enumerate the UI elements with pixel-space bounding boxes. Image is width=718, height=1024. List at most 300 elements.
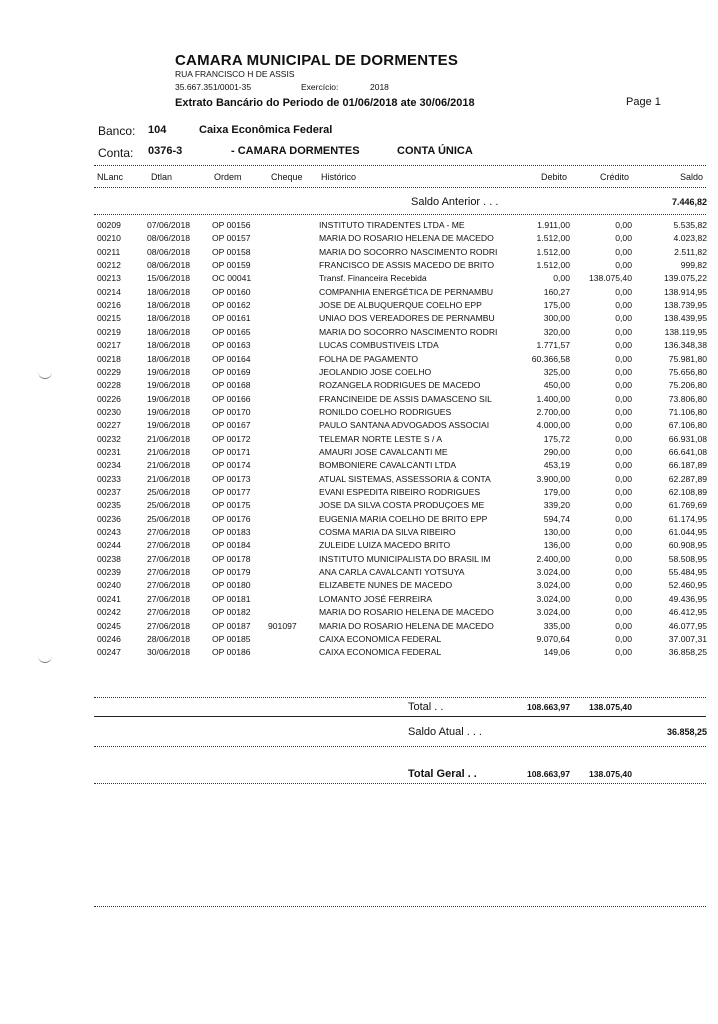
row-nlanc: 00235: [97, 500, 121, 511]
table-row: [0, 593, 718, 605]
table-row: [0, 606, 718, 618]
row-saldo: 71.106,80: [668, 406, 707, 417]
row-nlanc: 00245: [97, 620, 121, 631]
row-credito: 0,00: [615, 620, 632, 631]
row-ordem: OP 00156: [212, 220, 251, 230]
row-ordem: OP 00162: [212, 300, 251, 311]
row-historico: COMPANHIA ENERGÉTICA DE PERNAMBU: [319, 286, 494, 297]
row-saldo: 52.460,95: [668, 580, 707, 591]
row-saldo: 46.077,95: [668, 620, 707, 631]
row-saldo: 67.106,80: [668, 420, 707, 431]
col-saldo: Saldo: [680, 172, 704, 182]
row-nlanc: 00227: [97, 420, 121, 431]
row-ordem: OP 00177: [212, 487, 251, 497]
row-ordem: OP 00175: [212, 500, 251, 511]
exercicio-label: Exercício:: [301, 82, 339, 92]
row-debito: 175,00: [543, 300, 570, 311]
row-credito: 0,00: [615, 487, 632, 497]
row-historico: LUCAS COMBUSTIVEIS LTDA: [319, 340, 439, 351]
table-row: [0, 459, 718, 471]
row-ordem: OP 00178: [212, 553, 251, 564]
row-ordem: OP 00172: [212, 433, 251, 444]
row-credito: 0,00: [615, 460, 632, 471]
row-debito: 130,00: [543, 527, 570, 538]
row-ordem: OP 00186: [212, 647, 251, 658]
table-row: [0, 286, 718, 298]
row-saldo: 61.769,69: [668, 500, 707, 511]
table-row: [0, 633, 718, 645]
row-credito: 0,00: [615, 593, 632, 604]
conta-type: CONTA ÚNICA: [397, 145, 473, 157]
row-dtlan: 08/06/2018: [147, 260, 191, 271]
table-row: [0, 232, 718, 244]
row-nlanc: 00216: [97, 300, 121, 311]
table-row: [0, 513, 718, 525]
conta-label: Conta:: [98, 146, 134, 160]
row-nlanc: 00238: [97, 553, 121, 564]
divider: [94, 165, 706, 166]
row-saldo: 66.187,89: [668, 460, 707, 471]
divider: [94, 906, 706, 907]
row-saldo: 75.981,80: [668, 353, 707, 364]
row-credito: 0,00: [615, 260, 632, 271]
row-historico: FRANCISCO DE ASSIS MACEDO DE BRITO: [319, 260, 495, 271]
row-credito: 0,00: [615, 353, 632, 364]
row-dtlan: 27/06/2018: [147, 527, 191, 538]
row-dtlan: 19/06/2018: [147, 406, 191, 417]
row-nlanc: 00218: [97, 353, 121, 364]
row-debito: 3.024,00: [536, 593, 570, 604]
row-saldo: 55.484,95: [668, 567, 707, 578]
row-saldo: 62.287,89: [668, 473, 707, 484]
table-row: [0, 379, 718, 391]
cnpj: 35.667.351/0001-35: [175, 82, 252, 92]
table-row: [0, 539, 718, 551]
row-saldo: 138.439,95: [663, 313, 707, 324]
total-geral-debito: 108.663,97: [526, 769, 570, 779]
row-ordem: OP 00187: [212, 620, 251, 631]
saldo-atual-label: Saldo Atual . . .: [408, 726, 482, 738]
row-dtlan: 19/06/2018: [147, 393, 191, 404]
row-nlanc: 00246: [97, 633, 121, 644]
row-nlanc: 00215: [97, 313, 121, 324]
row-credito: 0,00: [615, 313, 632, 324]
row-historico: ZULEIDE LUIZA MACEDO BRITO: [319, 540, 451, 551]
row-historico: UNIAO DOS VEREADORES DE PERNAMBU: [319, 313, 495, 324]
row-ordem: OP 00176: [212, 513, 251, 524]
row-debito: 3.900,00: [536, 473, 570, 484]
table-row: [0, 219, 718, 231]
table-row: [0, 272, 718, 284]
row-credito: 0,00: [615, 406, 632, 417]
row-dtlan: 18/06/2018: [147, 340, 191, 351]
row-nlanc: 00239: [97, 567, 121, 578]
row-debito: 290,00: [543, 446, 570, 457]
row-nlanc: 00219: [97, 326, 121, 337]
row-dtlan: 18/06/2018: [147, 313, 191, 324]
col-cheque: Cheque: [271, 172, 303, 182]
row-dtlan: 18/06/2018: [147, 353, 191, 364]
row-historico: MARIA DO ROSARIO HELENA DE MACEDO: [319, 233, 494, 244]
row-historico: INSTITUTO MUNICIPALISTA DO BRASIL IM: [319, 553, 491, 564]
row-historico: JOSE DA SILVA COSTA PRODUÇOES ME: [319, 500, 485, 511]
divider: [94, 214, 706, 215]
col-historico: Histórico: [321, 172, 357, 182]
conta-number: 0376-3: [148, 145, 183, 157]
row-credito: 0,00: [615, 553, 632, 564]
row-nlanc: 00229: [97, 366, 121, 377]
row-saldo: 36.858,25: [668, 647, 707, 658]
row-credito: 0,00: [615, 366, 632, 377]
row-saldo: 66.641,08: [668, 446, 707, 457]
row-credito: 0,00: [615, 527, 632, 538]
table-row: [0, 526, 718, 538]
divider: [94, 697, 706, 698]
row-dtlan: 18/06/2018: [147, 326, 191, 337]
row-saldo: 62.108,89: [668, 487, 707, 497]
row-credito: 0,00: [615, 300, 632, 311]
table-row: [0, 259, 718, 271]
row-debito: 450,00: [543, 380, 570, 391]
row-ordem: OP 00158: [212, 246, 251, 257]
row-saldo: 58.508,95: [668, 553, 707, 564]
page-number: Page 1: [626, 96, 661, 108]
row-saldo: 61.044,95: [668, 527, 707, 538]
row-nlanc: 00247: [97, 647, 121, 658]
row-ordem: OP 00183: [212, 527, 251, 538]
row-nlanc: 00233: [97, 473, 121, 484]
row-credito: 0,00: [615, 647, 632, 658]
row-credito: 0,00: [615, 286, 632, 297]
col-dtlan: Dtlan: [151, 172, 173, 182]
col-credito: Crédito: [600, 172, 630, 182]
row-ordem: OP 00165: [212, 326, 251, 337]
row-saldo: 37.007,31: [668, 633, 707, 644]
row-dtlan: 21/06/2018: [147, 460, 191, 471]
row-credito: 0,00: [615, 420, 632, 431]
row-dtlan: 07/06/2018: [147, 220, 191, 230]
total-geral-credito: 138.075,40: [588, 769, 632, 779]
table-row: [0, 473, 718, 485]
row-credito: 0,00: [615, 567, 632, 578]
row-dtlan: 21/06/2018: [147, 446, 191, 457]
row-credito: 0,00: [615, 380, 632, 391]
banco-label: Banco:: [98, 124, 136, 138]
row-nlanc: 00242: [97, 607, 121, 618]
row-dtlan: 27/06/2018: [147, 607, 191, 618]
row-dtlan: 15/06/2018: [147, 273, 191, 284]
row-credito: 0,00: [615, 246, 632, 257]
row-saldo: 4.023,82: [673, 233, 707, 244]
table-row: [0, 579, 718, 591]
row-credito: 0,00: [615, 500, 632, 511]
row-dtlan: 08/06/2018: [147, 246, 191, 257]
row-debito: 1.512,00: [536, 233, 570, 244]
row-historico: COSMA MARIA DA SILVA RIBEIRO: [319, 527, 456, 538]
row-debito: 136,00: [543, 540, 570, 551]
row-ordem: OP 00161: [212, 313, 251, 324]
row-historico: MARIA DO ROSARIO HELENA DE MACEDO: [319, 620, 494, 631]
table-row: [0, 566, 718, 578]
row-historico: FOLHA DE PAGAMENTO: [319, 353, 419, 364]
col-ordem: Ordem: [214, 172, 242, 182]
row-historico: ATUAL SISTEMAS, ASSESSORIA & CONTA: [319, 473, 491, 484]
row-debito: 3.024,00: [536, 567, 570, 578]
row-saldo: 138.739,95: [663, 300, 707, 311]
address: RUA FRANCISCO H DE ASSIS: [175, 69, 295, 79]
row-credito: 0,00: [615, 513, 632, 524]
row-cheque: 901097: [268, 620, 297, 631]
row-debito: 339,20: [543, 500, 570, 511]
row-credito: 0,00: [615, 326, 632, 337]
row-ordem: OP 00181: [212, 593, 251, 604]
row-credito: 0,00: [615, 580, 632, 591]
row-historico: AMAURI JOSE CAVALCANTI ME: [319, 446, 448, 457]
conta-name: - CAMARA DORMENTES: [231, 145, 360, 157]
row-ordem: OP 00168: [212, 380, 251, 391]
table-row: [0, 419, 718, 431]
row-ordem: OP 00182: [212, 607, 251, 618]
row-saldo: 46.412,95: [668, 607, 707, 618]
row-nlanc: 00244: [97, 540, 121, 551]
row-debito: 4.000,00: [536, 420, 570, 431]
row-debito: 1.512,00: [536, 246, 570, 257]
row-dtlan: 25/06/2018: [147, 487, 191, 497]
row-debito: 0,00: [553, 273, 570, 284]
table-row: [0, 312, 718, 324]
saldo-anterior-value: 7.446,82: [671, 197, 707, 207]
divider: [94, 746, 706, 747]
row-ordem: OP 00160: [212, 286, 251, 297]
row-dtlan: 21/06/2018: [147, 473, 191, 484]
row-saldo: 49.436,95: [668, 593, 707, 604]
row-debito: 1.911,00: [537, 220, 570, 230]
row-debito: 325,00: [543, 366, 570, 377]
row-saldo: 5.535,82: [673, 220, 707, 230]
row-saldo: 139.075,22: [663, 273, 707, 284]
row-dtlan: 27/06/2018: [147, 620, 191, 631]
table-row: [0, 486, 718, 498]
divider: [94, 783, 706, 784]
row-ordem: OP 00170: [212, 406, 251, 417]
row-historico: FRANCINEIDE DE ASSIS DAMASCENO SIL: [319, 393, 492, 404]
row-credito: 0,00: [615, 540, 632, 551]
table-row: [0, 646, 718, 658]
row-dtlan: 19/06/2018: [147, 366, 191, 377]
row-saldo: 60.908,95: [668, 540, 707, 551]
row-saldo: 2.511,82: [674, 246, 707, 257]
row-ordem: OC 00041: [212, 273, 252, 284]
row-dtlan: 08/06/2018: [147, 233, 191, 244]
row-historico: Transf. Financeira Recebida: [319, 273, 427, 284]
row-ordem: OP 00157: [212, 233, 251, 244]
row-ordem: OP 00171: [212, 446, 251, 457]
row-nlanc: 00237: [97, 487, 121, 497]
row-saldo: 61.174,95: [668, 513, 707, 524]
row-nlanc: 00214: [97, 286, 121, 297]
row-dtlan: 28/06/2018: [147, 633, 191, 644]
row-saldo: 138.914,95: [663, 286, 707, 297]
row-saldo: 999,82: [680, 260, 707, 271]
row-historico: MARIA DO ROSARIO HELENA DE MACEDO: [319, 607, 494, 618]
row-ordem: OP 00169: [212, 366, 251, 377]
banco-code: 104: [148, 124, 167, 136]
exercicio-value: 2018: [370, 82, 389, 92]
row-debito: 3.024,00: [536, 607, 570, 618]
row-nlanc: 00243: [97, 527, 121, 538]
row-dtlan: 19/06/2018: [147, 420, 191, 431]
row-debito: 300,00: [543, 313, 570, 324]
row-historico: EUGENIA MARIA COELHO DE BRITO EPP: [319, 513, 488, 524]
total-debito: 108.663,97: [526, 702, 570, 712]
row-ordem: OP 00159: [212, 260, 251, 271]
row-historico: MARIA DO SOCORRO NASCIMENTO RODRI: [319, 246, 498, 257]
row-nlanc: 00232: [97, 433, 121, 444]
row-nlanc: 00226: [97, 393, 121, 404]
org-name: CAMARA MUNICIPAL DE DORMENTES: [175, 52, 459, 69]
row-credito: 0,00: [615, 473, 632, 484]
row-debito: 149,06: [543, 647, 570, 658]
row-debito: 9.070,64: [536, 633, 570, 644]
table-row: [0, 326, 718, 338]
total-credito: 138.075,40: [588, 702, 632, 712]
saldo-anterior-label: Saldo Anterior . . .: [411, 196, 499, 208]
row-debito: 60.366,58: [531, 353, 570, 364]
row-nlanc: 00241: [97, 593, 121, 604]
row-debito: 175,72: [543, 433, 570, 444]
row-nlanc: 00230: [97, 406, 121, 417]
table-row: [0, 406, 718, 418]
row-debito: 335,00: [543, 620, 570, 631]
row-dtlan: 18/06/2018: [147, 300, 191, 311]
row-credito: 0,00: [615, 633, 632, 644]
table-row: [0, 393, 718, 405]
row-saldo: 66.931,08: [668, 433, 707, 444]
row-ordem: OP 00164: [212, 353, 251, 364]
total-label: Total . .: [408, 701, 444, 713]
row-debito: 160,27: [543, 286, 570, 297]
row-credito: 0,00: [615, 233, 632, 244]
row-debito: 1.512,00: [536, 260, 570, 271]
row-dtlan: 19/06/2018: [147, 380, 191, 391]
row-nlanc: 00231: [97, 446, 121, 457]
table-row: [0, 499, 718, 511]
table-row: [0, 433, 718, 445]
row-ordem: OP 00174: [212, 460, 251, 471]
row-debito: 453,19: [543, 460, 570, 471]
row-dtlan: 27/06/2018: [147, 580, 191, 591]
row-nlanc: 00209: [97, 220, 121, 230]
row-ordem: OP 00184: [212, 540, 251, 551]
row-nlanc: 00212: [97, 260, 121, 271]
row-dtlan: 27/06/2018: [147, 593, 191, 604]
row-debito: 1.771,57: [536, 340, 570, 351]
statement-title: Extrato Bancário do Periodo de 01/06/2018 ate 30/06/2018: [175, 97, 475, 109]
table-row: [0, 353, 718, 365]
table-row: [0, 339, 718, 351]
row-debito: 2.400,00: [536, 553, 570, 564]
row-nlanc: 00211: [97, 246, 121, 257]
row-debito: 3.024,00: [536, 580, 570, 591]
punch-hole-mark: [38, 652, 52, 663]
row-credito: 0,00: [615, 340, 632, 351]
saldo-atual-value: 36.858,25: [666, 727, 707, 737]
row-credito: 0,00: [615, 393, 632, 404]
row-saldo: 136.348,38: [663, 340, 707, 351]
row-historico: MARIA DO SOCORRO NASCIMENTO RODRI: [319, 326, 498, 337]
row-historico: ANA CARLA CAVALCANTI YOTSUYA: [319, 567, 465, 578]
row-debito: 1.400,00: [536, 393, 570, 404]
row-historico: JEOLANDIO JOSE COELHO: [319, 366, 432, 377]
row-credito: 0,00: [615, 607, 632, 618]
row-credito: 0,00: [615, 220, 632, 230]
row-saldo: 75.206,80: [668, 380, 707, 391]
row-ordem: OP 00163: [212, 340, 251, 351]
row-saldo: 138.119,95: [664, 326, 707, 337]
row-historico: PAULO SANTANA ADVOGADOS ASSOCIAI: [319, 420, 490, 431]
table-row: [0, 366, 718, 378]
row-credito: 0,00: [615, 446, 632, 457]
row-dtlan: 25/06/2018: [147, 513, 191, 524]
row-historico: EVANI ESPEDITA RIBEIRO RODRIGUES: [319, 487, 481, 497]
row-credito: 0,00: [615, 433, 632, 444]
table-row: [0, 246, 718, 258]
row-debito: 320,00: [543, 326, 570, 337]
divider: [94, 716, 706, 717]
row-dtlan: 18/06/2018: [147, 286, 191, 297]
row-historico: RONILDO COELHO RODRIGUES: [319, 406, 452, 417]
row-dtlan: 21/06/2018: [147, 433, 191, 444]
row-nlanc: 00217: [97, 340, 121, 351]
row-historico: INSTITUTO TIRADENTES LTDA - ME: [319, 220, 465, 230]
row-ordem: OP 00185: [212, 633, 251, 644]
row-dtlan: 25/06/2018: [147, 500, 191, 511]
row-historico: LOMANTO JOSÉ FERREIRA: [319, 593, 433, 604]
row-historico: TELEMAR NORTE LESTE S / A: [319, 433, 443, 444]
table-row: [0, 553, 718, 565]
col-debito: Debito: [541, 172, 568, 182]
row-ordem: OP 00166: [212, 393, 251, 404]
row-nlanc: 00228: [97, 380, 121, 391]
row-ordem: OP 00179: [212, 567, 251, 578]
banco-name: Caixa Econômica Federal: [199, 124, 333, 136]
row-historico: JOSE DE ALBUQUERQUE COELHO EPP: [319, 300, 482, 311]
table-row: [0, 299, 718, 311]
row-ordem: OP 00180: [212, 580, 251, 591]
row-historico: BOMBONIERE CAVALCANTI LTDA: [319, 460, 457, 471]
row-credito: 138.075,40: [588, 273, 632, 284]
row-historico: CAIXA ECONOMICA FEDERAL: [319, 633, 442, 644]
row-nlanc: 00213: [97, 273, 121, 284]
row-saldo: 73.806,80: [668, 393, 707, 404]
row-saldo: 75.656,80: [668, 366, 707, 377]
row-dtlan: 27/06/2018: [147, 567, 191, 578]
row-nlanc: 00210: [97, 233, 121, 244]
row-historico: CAIXA ECONOMICA FEDERAL: [319, 647, 442, 658]
row-historico: ELIZABETE NUNES DE MACEDO: [319, 580, 453, 591]
row-debito: 179,00: [543, 487, 570, 497]
row-ordem: OP 00173: [212, 473, 251, 484]
table-row: [0, 446, 718, 458]
col-nlanc: NLanc: [97, 172, 124, 182]
row-dtlan: 27/06/2018: [147, 553, 191, 564]
row-nlanc: 00240: [97, 580, 121, 591]
row-dtlan: 27/06/2018: [147, 540, 191, 551]
row-dtlan: 30/06/2018: [147, 647, 191, 658]
row-nlanc: 00234: [97, 460, 121, 471]
row-debito: 594,74: [543, 513, 570, 524]
row-historico: ROZANGELA RODRIGUES DE MACEDO: [319, 380, 481, 391]
